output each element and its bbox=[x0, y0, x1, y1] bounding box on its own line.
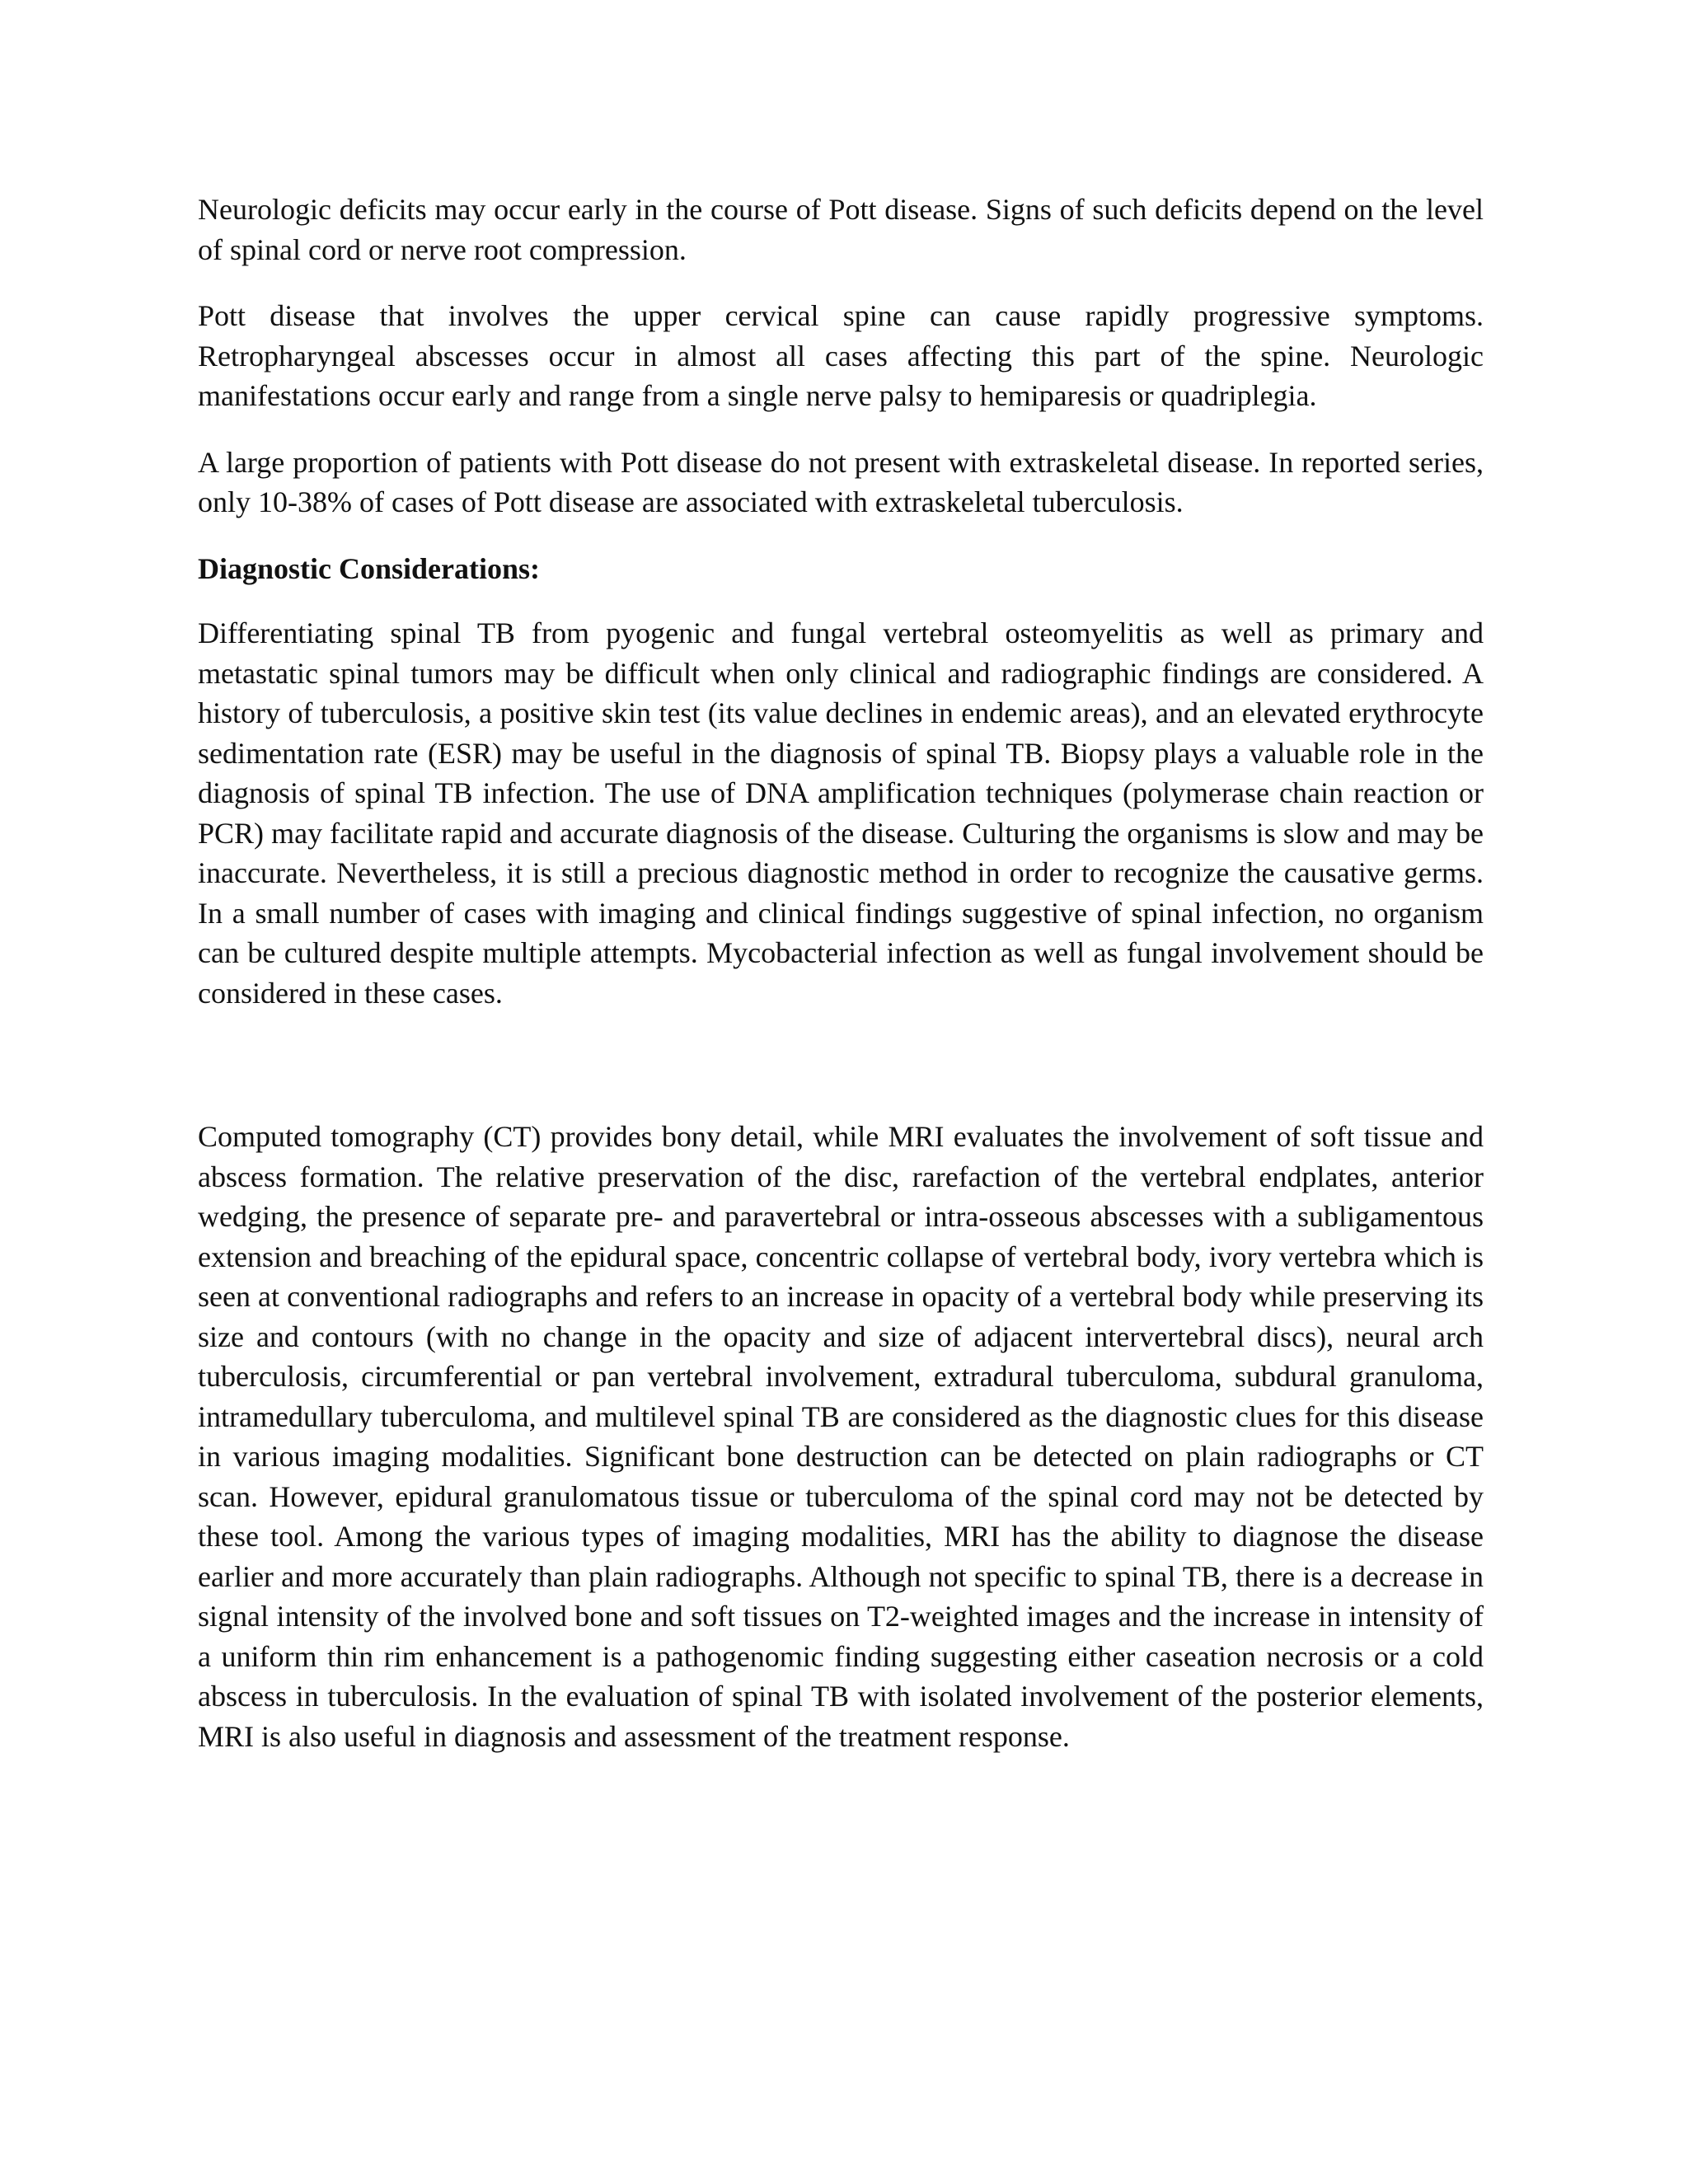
paragraph-upper-cervical-spine: Pott disease that involves the upper cervical spine can cause rapidly progressive symptoms. Retropharyngeal abscesses occur in almost all cases affecting this part of the spine. Neurologic manifestations occur early and range from a single nerve palsy to hemiparesis or quadriplegia. bbox=[198, 299, 1484, 412]
document-body bbox=[198, 190, 1484, 1783]
paragraph-spacer bbox=[198, 1039, 1484, 1117]
paragraph-neurologic-deficits: Neurologic deficits may occur early in the course of Pott disease. Signs of such deficits depend on the level of spinal cord or nerve root compression. bbox=[198, 193, 1484, 266]
paragraph-computed-tomography: Computed tomography (CT) provides bony detail, while MRI evaluates the involvement of soft tissue and abscess formation. The relative preservation of the disc, rarefaction of the vertebral endplates, anterior wedging, the presence of separate pre- and paravertebral or intra-osseous abscesses with a subligamentous extension and breaching of the epidural space, concentric collapse of vertebral body, ivory vertebra which is seen at conventional radiographs and refers to an increase in opacity of a vertebral body while preserving its size and contours (with no change in the opacity and size of adjacent intervertebral discs), neural arch tuberculosis, circumferential or pan vertebral involvement, extradural tuberculoma, subdural granuloma, intramedullary tuberculoma, and multilevel spinal TB are considered as the diagnostic clues for this disease in various imaging modalities. Significant bone destruction can be detected on plain radiographs or CT scan. However, epidural granulomatous tissue or tuberculoma of the spinal cord may not be detected by these tool. Among the various types of imaging modalities, MRI has the ability to diagnose the disease earlier and more accurately than plain radiographs. Although not specific to spinal TB, there is a decrease in signal intensity of the involved bone and soft tissues on T2-weighted images and the increase in intensity of a uniform thin rim enhancement is a pathogenomic finding suggesting either caseation necrosis or a cold abscess in tuberculosis. In the evaluation of spinal TB with isolated involvement of the posterior elements, MRI is also useful in diagnosis and assessment of the treatment response. bbox=[198, 1120, 1484, 1753]
section-heading-diagnostic-considerations: Diagnostic Considerations: bbox=[198, 551, 541, 585]
paragraph-differentiating-spinal-tb: Differentiating spinal TB from pyogenic and fungal vertebral osteomyelitis as well as primary and metastatic spinal tumors may be difficult when only clinical and radiographic findings are considered. A history of tuberculosis, a positive skin test (its value declines in endemic areas), and an elevated erythrocyte sedimentation rate (ESR) may be useful in the diagnosis of spinal TB. Biopsy plays a valuable role in the diagnosis of spinal TB infection. The use of DNA amplification techniques (polymerase chain reaction or PCR) may facilitate rapid and accurate diagnosis of the disease. Culturing the organisms is slow and may be inaccurate. Nevertheless, it is still a precious diagnostic method in order to recognize the causative germs. In a small number of cases with imaging and clinical findings suggestive of spinal infection, no organism can be cultured despite multiple attempts. Mycobacterial infection as well as fungal involvement should be considered in these cases. bbox=[198, 616, 1484, 1010]
paragraph-extraskeletal-disease: A large proportion of patients with Pott disease do not present with extraskeletal disease. In reported series, only 10-38% of cases of Pott disease are associated with extraskeletal tuberculosis. bbox=[198, 445, 1484, 518]
